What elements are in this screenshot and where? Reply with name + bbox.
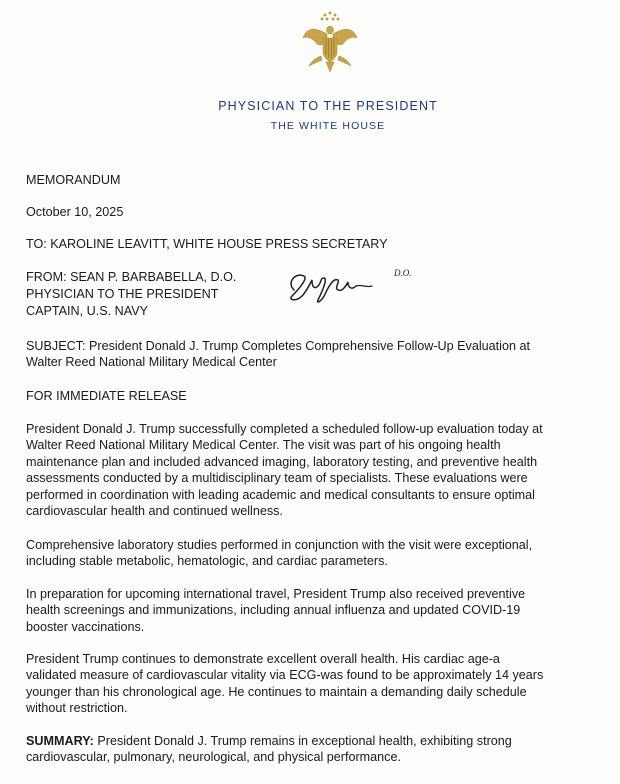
summary [26,733,601,766]
paragraph-line: health screenings and immunizations, including annual influenza and updated COVID-19 [26,603,521,618]
presidential-seal-icon [297,8,363,80]
handwritten-signature [282,262,422,308]
subject-line: SUBJECT: President Donald J. Trump Completes Comprehensive Follow-Up Evaluation at [26,339,530,353]
memo-date: October 10, 2025 [26,205,124,219]
memo-from: FROM: SEAN P. BARBABELLA, D.O. [26,270,237,284]
paragraph-1 [26,421,601,519]
summary-line-1 [26,733,601,749]
letterhead-title: PHYSICIAN TO THE PRESIDENT [218,99,438,113]
paragraph-3 [26,586,601,635]
paragraph-line: including stable metabolic, hematologic, and cardiac parameters. [26,554,388,569]
paragraph-line: Comprehensive laboratory studies performed in conjunction with the visit were exceptional, [26,538,533,552]
paragraph-line: In preparation for upcoming international travel, President Trump also received preventive [26,587,526,601]
signature-suffix: D.O. [394,268,412,278]
memo-to: TO: KAROLINE LEAVITT, WHITE HOUSE PRESS SECRETARY [26,237,388,251]
paragraph-line: booster vaccinations. [26,619,145,634]
paragraph-line: younger than his chronological age. He continues to maintain a demanding daily schedule [26,684,527,699]
paragraph-line: Walter Reed National Military Medical Center. The visit was part of his ongoing health [26,438,501,453]
paragraph-line: cardiovascular health and continued wellness. [26,504,283,519]
paragraph-line: validated measure of cardiovascular vitality via ECG-was found to be approximately 14 years [26,668,544,683]
paragraph-line: performed in coordination with leading academic and medical consultants to ensure optimal [26,487,535,502]
summary-label: SUMMARY: [26,734,94,748]
subject-line: Walter Reed National Military Medical Center [26,355,277,370]
paragraph-line: assessments conducted by a multidisciplinary team of specialists. These evaluations were [26,471,528,486]
summary-text: President Donald J. Trump remains in exceptional health, exhibiting strong [93,734,512,748]
paragraph-line: President Donald J. Trump successfully completed a scheduled follow-up evaluation today at [26,422,543,436]
memo-subject [26,338,601,371]
paragraph-2 [26,537,601,570]
release-label: FOR IMMEDIATE RELEASE [26,389,187,403]
paragraph-line: without restriction. [26,701,128,716]
memo-from-title: PHYSICIAN TO THE PRESIDENT [26,287,219,301]
letterhead-subtitle: THE WHITE HOUSE [270,120,386,132]
summary-line-2: cardiovascular, pulmonary, neurological, and physical performance. [26,750,401,765]
paragraph-line: maintenance plan and included advanced imaging, laboratory testing, and preventive health [26,454,538,469]
memo-heading: MEMORANDUM [26,173,121,187]
paragraph-4 [26,651,601,717]
memo-from-rank: CAPTAIN, U.S. NAVY [26,304,148,318]
paragraph-line: President Trump continues to demonstrate excellent overall health. His cardiac age-a [26,652,500,666]
